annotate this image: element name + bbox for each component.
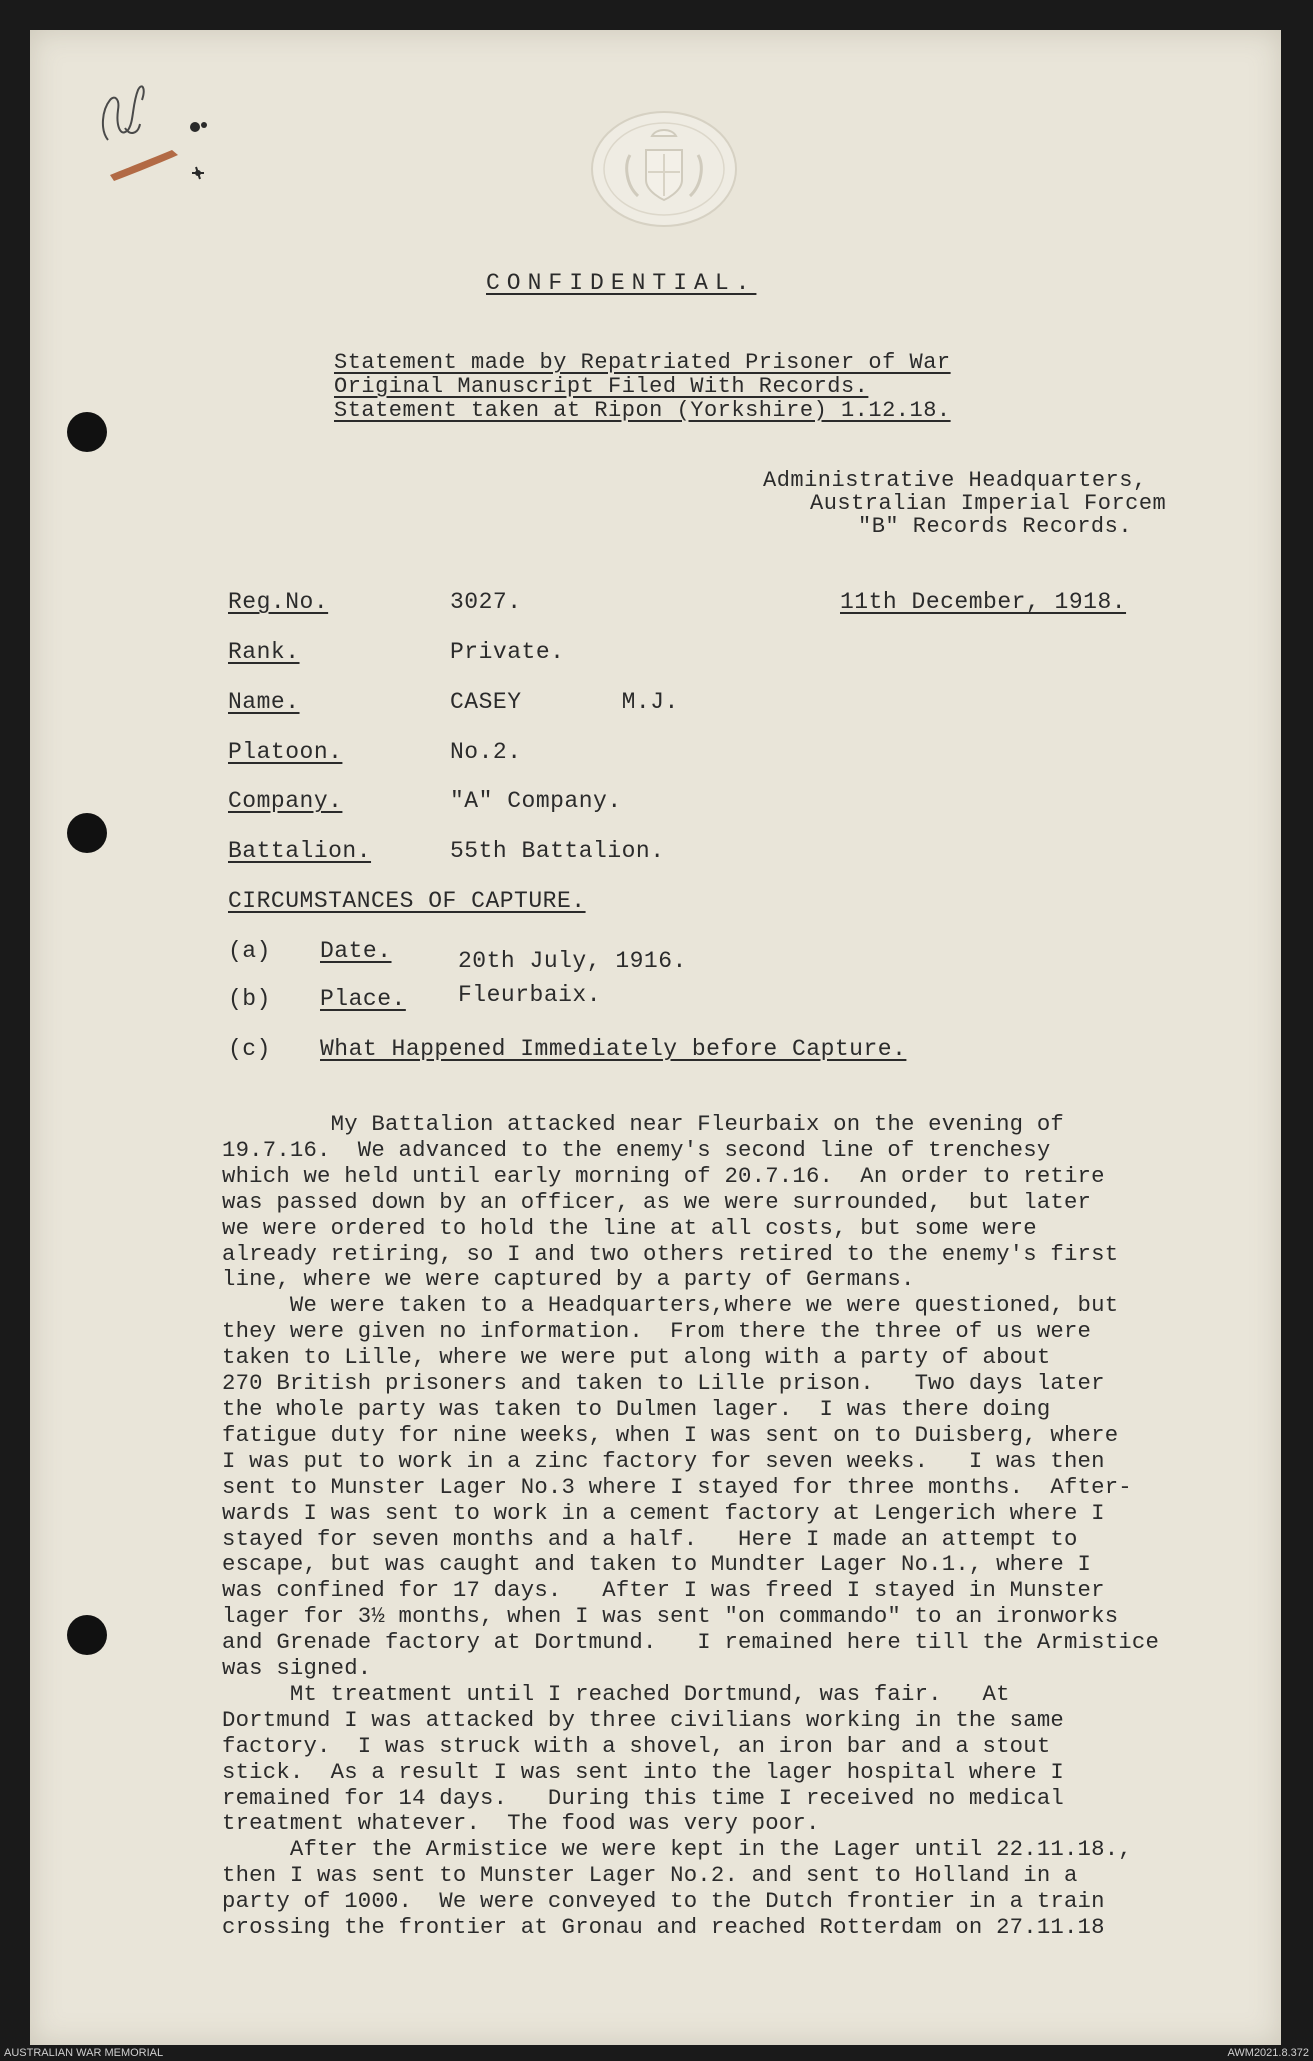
narrative-line: taken to Lille, where we were put along with a party of about (222, 1344, 1051, 1371)
capture-heading: CIRCUMSTANCES OF CAPTURE. (228, 888, 586, 914)
punch-hole (67, 813, 107, 853)
narrative-line: lager for 3½ months, when I was sent "on commando" to an ironworks (222, 1603, 1119, 1630)
narrative-line: After the Armistice we were kept in the Lager until 22.11.18., (222, 1836, 1132, 1863)
statement-narrative (222, 1112, 1302, 1941)
narrative-line: which we held until early morning of 20.7.16. An order to retire (222, 1162, 1105, 1189)
narrative-line: 270 British prisoners and taken to Lille prison. Two days later (222, 1370, 1105, 1397)
narrative-line: remained for 14 days. During this time I received no medical (222, 1784, 1064, 1811)
capture-item-value-date: 20th July, 1916. (458, 948, 687, 974)
field-label-rank: Rank. (228, 639, 300, 665)
narrative-line: was passed down by an officer, as we were surrounded, but later (222, 1188, 1092, 1215)
office-line: Administrative Headquarters, (763, 468, 1147, 493)
narrative-line: I was put to work in a zinc factory for seven weeks. I was then (222, 1447, 1105, 1474)
embossed-seal-icon (590, 110, 738, 228)
office-line: "B" Records Records. (858, 514, 1133, 539)
subtitle-line: Statement made by Repatriated Prisoner of War (334, 350, 951, 375)
narrative-line: Mt treatment until I reached Dortmund, was fair. At (222, 1680, 1010, 1707)
narrative-line: crossing the frontier at Gronau and reached Rotterdam on 27.11.18 (222, 1914, 1105, 1941)
narrative-line: stayed for seven months and a half. Here I made an attempt to (222, 1525, 1078, 1552)
narrative-line: factory. I was struck with a shovel, an iron bar and a stout (222, 1732, 1051, 1759)
field-value-name: CASEY M.J. (450, 689, 679, 715)
statement-date: 11th December, 1918. (840, 589, 1127, 615)
punch-hole (67, 412, 107, 452)
footer-reference: AWM2021.8.372 (1227, 2047, 1309, 2059)
narrative-line: We were taken to a Headquarters,where we were questioned, but (222, 1292, 1119, 1319)
narrative-line: they were given no information. From there the three of us were (222, 1318, 1092, 1345)
document-title: CONFIDENTIAL. (486, 270, 757, 296)
field-label-platoon: Platoon. (228, 739, 343, 765)
narrative-line: then I was sent to Munster Lager No.2. and sent to Holland in a (222, 1862, 1078, 1889)
narrative-line: and Grenade factory at Dortmund. I remained here till the Armistice (222, 1629, 1160, 1656)
narrative-line: fatigue duty for nine weeks, when I was sent on to Duisberg, where (222, 1421, 1119, 1448)
subtitle-line: Statement taken at Ripon (Yorkshire) 1.12.18. (334, 398, 951, 423)
punch-hole (67, 1615, 107, 1655)
subtitle-line: Original Manuscript Filed With Records. (334, 374, 869, 399)
capture-item-mark: (c) (228, 1036, 271, 1062)
narrative-line: already retiring, so I and two others retired to the enemy's first (222, 1240, 1119, 1267)
rust-stain-icon (100, 115, 230, 195)
narrative-line: stick. As a result I was sent into the lager hospital where I (222, 1758, 1064, 1785)
office-line: Australian Imperial Forcem (810, 491, 1167, 516)
field-value-company: "A" Company. (450, 788, 622, 814)
field-value-battalion: 55th Battalion. (450, 838, 665, 864)
capture-item-value-place: Fleurbaix. (458, 982, 602, 1008)
field-label-reg-no: Reg.No. (228, 589, 329, 615)
narrative-line: wards I was sent to work in a cement factory at Lengerich where I (222, 1499, 1105, 1526)
field-label-battalion: Battalion. (228, 838, 372, 864)
narrative-line: the whole party was taken to Dulmen lager. I was there doing (222, 1395, 1051, 1422)
capture-item-label-date: Date. (320, 938, 392, 964)
narrative-line: treatment whatever. The food was very poor. (222, 1810, 820, 1837)
capture-item-label-place: Place. (320, 986, 406, 1012)
capture-item-mark: (a) (228, 938, 271, 964)
narrative-line: was confined for 17 days. After I was freed I stayed in Munster (222, 1577, 1105, 1604)
narrative-line: party of 1000. We were conveyed to the Dutch frontier in a train (222, 1888, 1105, 1915)
narrative-line: sent to Munster Lager No.3 where I stayed for three months. After- (222, 1473, 1132, 1500)
narrative-line: line, where we were captured by a party of Germans. (222, 1266, 915, 1293)
field-value-platoon: No.2. (450, 739, 522, 765)
field-value-rank: Private. (450, 639, 565, 665)
capture-item-label-what-happened: What Happened Immediately before Capture. (320, 1036, 907, 1062)
narrative-line: we were ordered to hold the line at all costs, but some were (222, 1214, 1037, 1241)
capture-item-mark: (b) (228, 986, 271, 1012)
narrative-line: Dortmund I was attacked by three civilians working in the same (222, 1706, 1064, 1733)
field-label-company: Company. (228, 788, 343, 814)
narrative-line: My Battalion attacked near Fleurbaix on the evening of (222, 1111, 1064, 1137)
footer-credit: AUSTRALIAN WAR MEMORIAL (4, 2047, 164, 2059)
field-label-name: Name. (228, 689, 300, 715)
narrative-line: was signed. (222, 1655, 372, 1682)
narrative-line: 19.7.16. We advanced to the enemy's second line of trenchesy (222, 1136, 1051, 1163)
document-page (30, 30, 1281, 2045)
field-value-reg-no: 3027. (450, 589, 522, 615)
narrative-line: escape, but was caught and taken to Mundter Lager No.1., where I (222, 1551, 1092, 1578)
